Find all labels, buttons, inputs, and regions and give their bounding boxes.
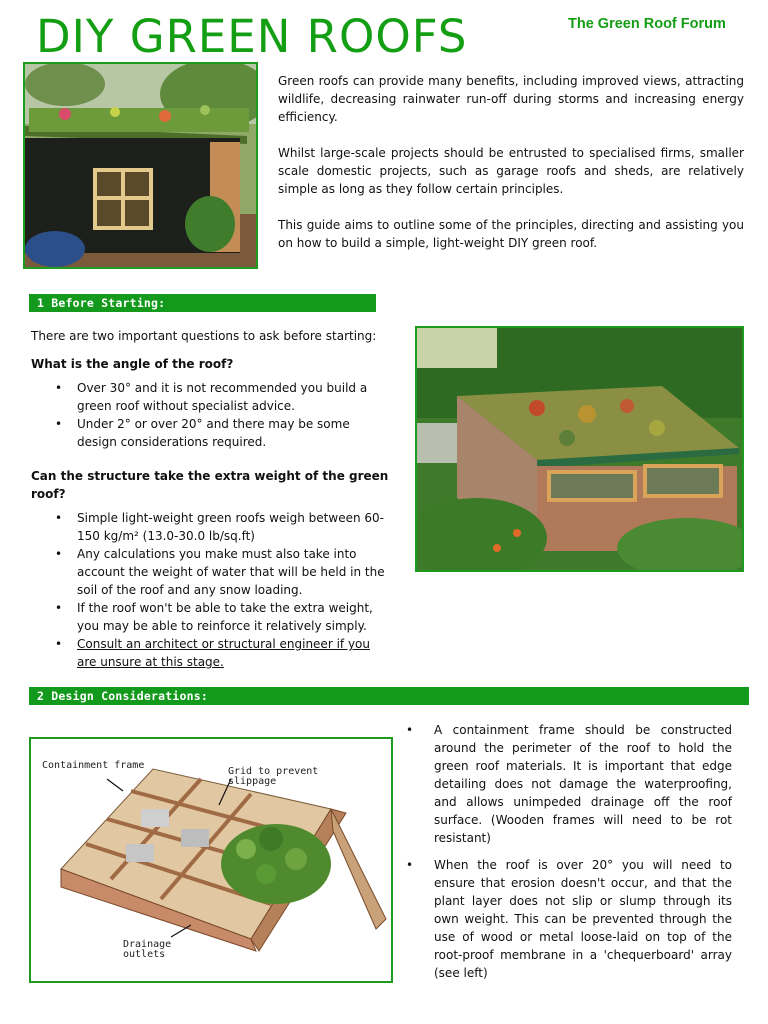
list-item (31, 635, 391, 671)
design-considerations-list (406, 721, 732, 982)
drainage-label-line1: Drainage (123, 939, 172, 950)
list-item: • Over 30° and it is not recommended you build a green roof without specialist advice. (31, 379, 391, 415)
lead-text: There are two important questions to ask before starting: (31, 329, 377, 343)
intro-paragraph: Green roofs can provide many benefits, including improved views, attracting wildlife, decreasing rainwater run-off during storms and increasing energy efficiency. (278, 74, 744, 124)
list-item: • Any calculations you make must also take into account the weight of water that will be held in the soil of the roof and any snow loading. (31, 545, 391, 599)
consult-architect-text: Consult an architect or structural engineer if you are unsure at this stage. (77, 637, 370, 669)
before-starting-content (31, 327, 391, 671)
drainage-label-line2: outlets (123, 949, 166, 960)
brick-shed-drawing (417, 328, 742, 570)
section-heading-before-starting (29, 294, 376, 312)
intro-paragraph: This guide aims to outline some of the principles, directing and assisting you on how to build a simple, light-weight DIY green roof. (278, 218, 744, 250)
shed-photo-drawing (25, 64, 256, 267)
containment-frame-diagram (29, 737, 393, 983)
grid-label-line2: slippage (228, 776, 277, 787)
intro-text (278, 72, 744, 252)
organization-name: The Green Roof Forum (568, 16, 726, 32)
question-roof-angle: What is the angle of the roof? (31, 357, 234, 371)
section-heading-text: 1 Before Starting: (37, 296, 166, 310)
page-title: DIY GREEN ROOFS (36, 10, 468, 63)
list-item: • A containment frame should be constructed around the perimeter of the roof to hold the green roof materials. It is important that edge detailing does not damage the waterproofing, and allows unimpeded drainage off the roof surface. (Wooden frames will need to be rot resistant) (406, 721, 732, 847)
intro-paragraph: Whilst large-scale projects should be entrusted to specialised firms, smaller scale domestic projects, such as garage roofs and sheds, are relatively simple as long as they follow certain principles. (278, 146, 744, 196)
list-item: • Under 2° or over 20° and there may be some design considerations required. (31, 415, 391, 451)
section-heading-text: 2 Design Considerations: (37, 689, 208, 703)
section-heading-design-considerations (29, 687, 749, 705)
list-item: • If the roof won't be able to take the extra weight, you may be able to reinforce it relatively simply. (31, 599, 391, 635)
roof-diagram-drawing (31, 739, 391, 981)
grid-label-line1: Grid to prevent (228, 766, 319, 777)
brick-shed-sedum-roof-photo (415, 326, 744, 572)
structure-weight-list (31, 509, 391, 671)
question-structure-weight: Can the structure take the extra weight of the green roof? (31, 469, 389, 501)
list-item: • When the roof is over 20° you will need to ensure that erosion doesn't occur, and that the plant layer does not slip or slump through its own weight. This can be prevented through the use of wood or metal loose-laid on top of the root-proof membrane in a 'chequerboard' array (see left) (406, 856, 732, 982)
containment-frame-label: Containment frame (42, 760, 145, 771)
list-item: • Simple light-weight green roofs weigh between 60-150 kg/m² (13.0-30.0 lb/sq.ft) (31, 509, 391, 545)
roof-angle-list (31, 379, 391, 451)
shed-green-roof-photo (23, 62, 258, 269)
